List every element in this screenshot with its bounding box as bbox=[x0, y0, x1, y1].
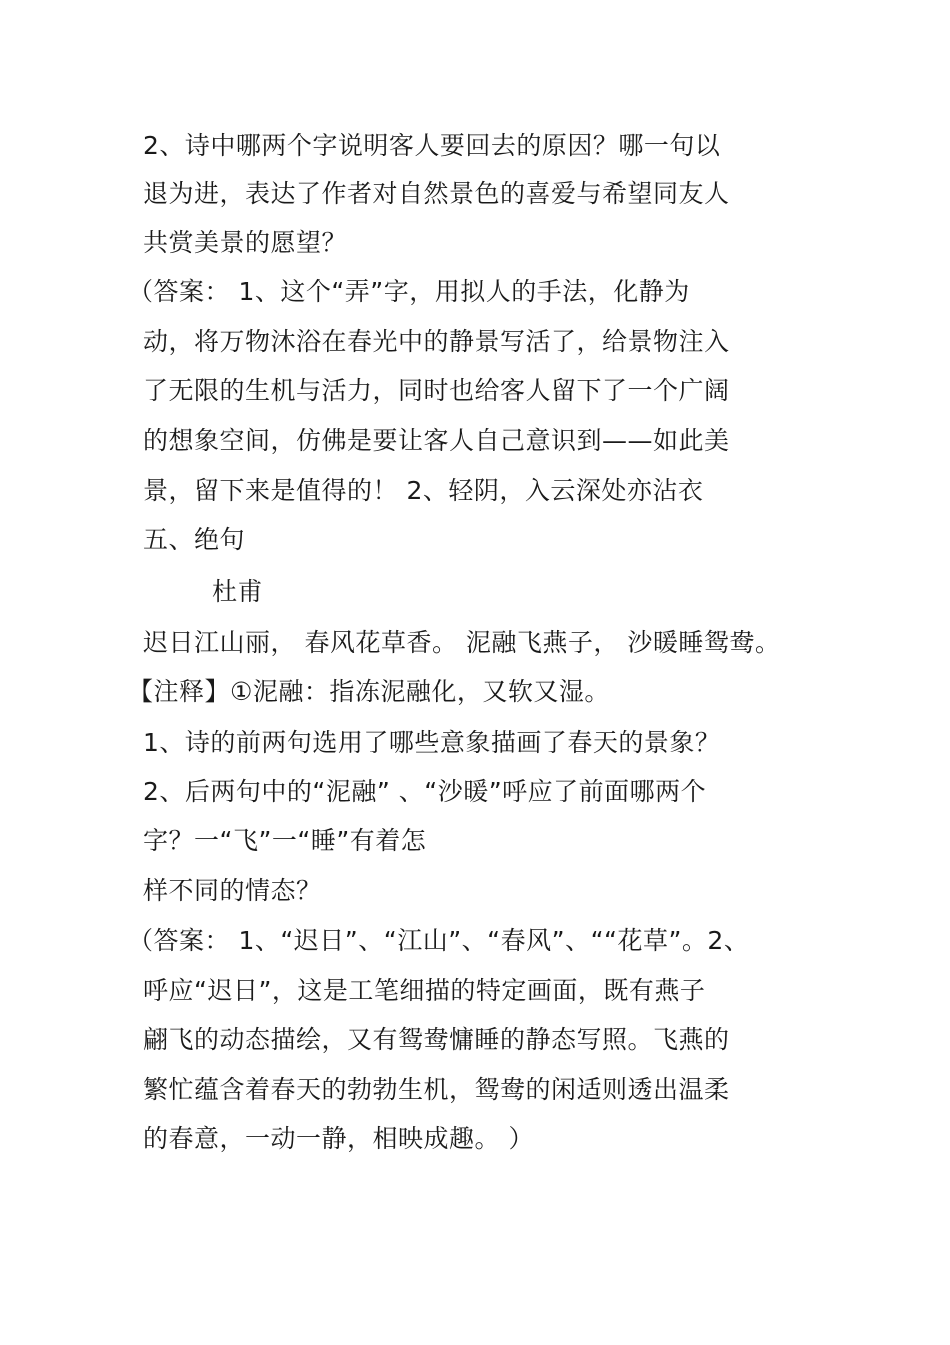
annotation-line: 【注释】①泥融：指冻泥融化，又软又湿。 bbox=[128, 677, 610, 706]
section-heading: 五、绝句 bbox=[143, 525, 246, 554]
text-line: 呼应“迟日”，这是工笔细描的特定画面，既有燕子 bbox=[143, 976, 706, 1005]
text-line: 繁忙蕴含着春天的勃勃生机，鸳鸯的闲适则透出温柔 bbox=[143, 1075, 730, 1104]
text-line: 动，将万物沐浴在春光中的静景写活了，给景物注入 bbox=[143, 327, 730, 356]
text-line: 共赏美景的愿望？ bbox=[143, 228, 348, 257]
answer-line: （答案： 1、这个“弄”字，用拟人的手法，化静为 bbox=[128, 277, 690, 306]
text-line: 退为进，表达了作者对自然景色的喜爱与希望同友人 bbox=[143, 179, 730, 208]
question-line: 1、诗的前两句选用了哪些意象描画了春天的景象？ bbox=[143, 728, 721, 757]
answer-line: （答案： 1、“迟日”、“江山”、“春风”、““花草”。2、 bbox=[128, 926, 750, 955]
text-line: 翩飞的动态描绘，又有鸳鸯慵睡的静态写照。飞燕的 bbox=[143, 1025, 730, 1054]
text-line: 2、诗中哪两个字说明客人要回去的原因？哪一句以 bbox=[143, 131, 721, 160]
question-line: 样不同的情态？ bbox=[143, 876, 322, 905]
text-line: 的春意，一动一静，相映成趣。 ） bbox=[143, 1124, 534, 1153]
text-line: 了无限的生机与活力，同时也给客人留下了一个广阔 bbox=[143, 376, 730, 405]
text-line: 景，留下来是值得的！ 2、轻阴，入云深处亦沾衣 bbox=[143, 476, 704, 505]
question-line: 字？一“飞”一“睡”有着怎 bbox=[143, 826, 427, 855]
poem-author: 杜甫 bbox=[212, 577, 264, 606]
question-line: 2、后两句中的“泥融” 、“沙暖”呼应了前面哪两个 bbox=[143, 777, 707, 806]
text-line: 的想象空间，仿佛是要让客人自己意识到——如此美 bbox=[143, 426, 730, 455]
poem-text: 迟日江山丽， 春风花草香。 泥融飞燕子， 沙暖睡鸳鸯。 bbox=[143, 628, 781, 657]
